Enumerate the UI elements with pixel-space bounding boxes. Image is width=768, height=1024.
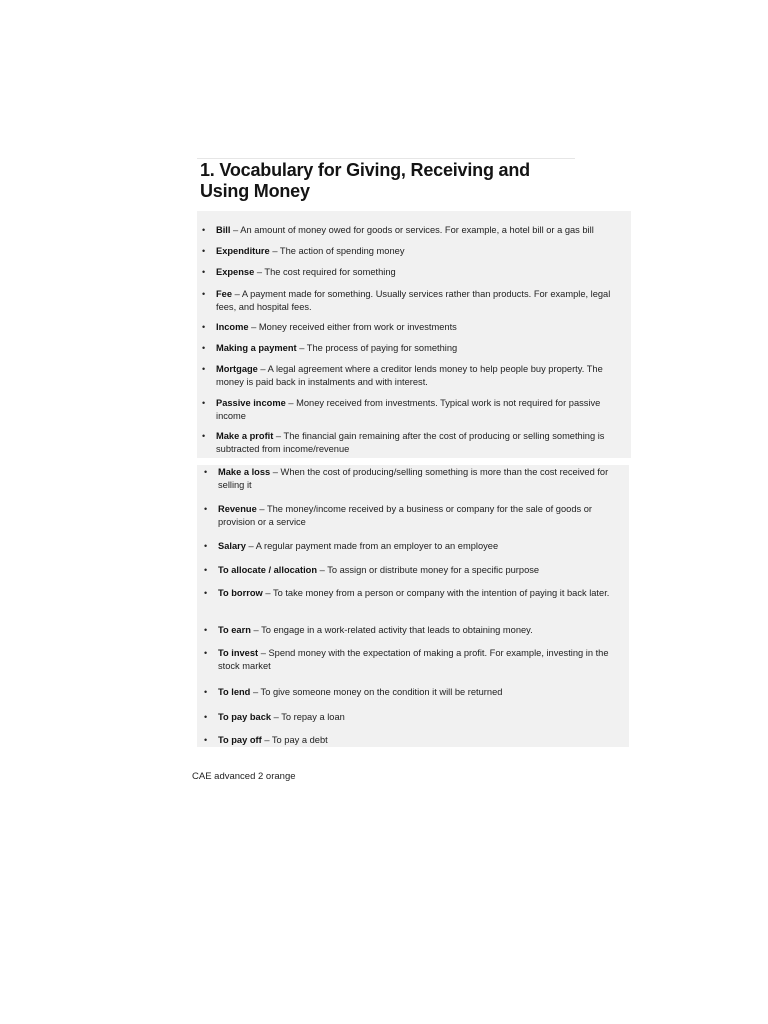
vocab-item — [202, 224, 622, 237]
vocab-entry — [218, 624, 620, 637]
vocab-item — [202, 266, 622, 279]
term-separator: – — [285, 398, 297, 408]
vocab-term: To borrow — [218, 588, 263, 598]
vocab-item — [204, 711, 620, 724]
vocab-item — [204, 686, 620, 699]
vocab-definition: The money/income received by a business or company for the sale of goods or provision or a service — [218, 504, 592, 527]
vocab-item — [204, 587, 620, 600]
vocab-item — [202, 363, 622, 389]
term-separator: – — [271, 712, 282, 722]
vocab-item — [202, 321, 622, 334]
vocab-entry — [216, 430, 622, 456]
vocab-definition: When the cost of producing/selling something is more than the cost received for selling it — [218, 467, 609, 490]
term-separator: – — [273, 431, 284, 441]
vocab-definition: To engage in a work-related activity that leads to obtaining money. — [261, 625, 533, 635]
vocab-term: Make a loss — [218, 467, 271, 477]
bullet-icon: • — [202, 225, 206, 235]
bullet-icon: • — [202, 398, 206, 408]
term-separator: – — [232, 289, 242, 299]
panel-gap — [197, 459, 631, 464]
vocab-item — [204, 466, 620, 492]
term-separator: – — [296, 343, 307, 353]
bullet-icon: • — [202, 267, 206, 277]
vocab-item — [204, 564, 620, 577]
bullet-icon: • — [202, 322, 206, 332]
bullet-icon: • — [202, 343, 206, 353]
term-separator: – — [230, 225, 241, 235]
term-separator: – — [261, 735, 272, 745]
title-divider — [197, 158, 575, 159]
vocab-term: Bill — [216, 225, 231, 235]
vocab-definition: Money received from investments. Typical work is not required for passive income — [216, 398, 601, 421]
bullet-icon: • — [204, 588, 208, 598]
bullet-icon: • — [204, 735, 208, 745]
bullet-icon: • — [204, 541, 208, 551]
term-separator: – — [270, 467, 281, 477]
page-title: 1. Vocabulary for Giving, Receiving and Using Money — [200, 160, 530, 201]
bullet-icon: • — [204, 625, 208, 635]
footer-caption: CAE advanced 2 orange — [192, 771, 296, 782]
vocab-item — [204, 647, 620, 673]
vocab-definition: The cost required for something — [264, 267, 396, 277]
vocab-term: To pay back — [218, 712, 272, 722]
bullet-icon: • — [204, 565, 208, 575]
vocab-term: Passive income — [216, 398, 286, 408]
vocab-term: Revenue — [218, 504, 257, 514]
term-separator: – — [262, 588, 273, 598]
bullet-icon: • — [202, 364, 206, 374]
vocab-term: Expense — [216, 267, 255, 277]
vocab-item — [202, 342, 622, 355]
vocab-term: Expenditure — [216, 246, 270, 256]
vocab-entry — [216, 245, 622, 258]
vocab-entry — [218, 647, 620, 673]
vocab-item — [204, 540, 620, 553]
vocab-definition: A payment made for something. Usually services rather than products. For example, legal fees, and hospital fees. — [216, 289, 611, 312]
vocab-item — [202, 245, 622, 258]
vocab-term: Making a payment — [216, 343, 297, 353]
vocab-definition: The process of paying for something — [306, 343, 458, 353]
bullet-icon: • — [204, 467, 208, 477]
vocab-item — [204, 734, 620, 747]
vocab-entry — [216, 288, 622, 314]
vocab-definition: Spend money with the expectation of making a profit. For example, investing in the stock market — [218, 648, 609, 671]
bullet-icon: • — [202, 246, 206, 256]
bullet-icon: • — [202, 431, 206, 441]
bullet-icon: • — [204, 504, 208, 514]
term-separator: – — [269, 246, 280, 256]
term-separator: – — [245, 541, 256, 551]
vocab-entry — [216, 363, 622, 389]
vocab-item — [204, 503, 620, 529]
vocab-item — [202, 430, 622, 456]
vocab-definition: An amount of money owed for goods or services. For example, a hotel bill or a gas bill — [240, 225, 594, 235]
term-separator: – — [248, 322, 259, 332]
vocab-entry — [216, 224, 622, 237]
bullet-icon: • — [204, 648, 208, 658]
vocab-item — [204, 624, 620, 637]
vocab-entry — [218, 734, 620, 747]
vocab-item — [202, 397, 622, 423]
vocab-entry — [218, 503, 620, 529]
vocab-entry — [216, 397, 622, 423]
vocab-definition: To give someone money on the condition it will be returned — [260, 687, 503, 697]
vocab-term: To allocate / allocation — [218, 565, 318, 575]
vocab-definition: A legal agreement where a creditor lends money to help people buy property. The money is paid back in instalments and with interest. — [216, 364, 603, 387]
vocab-term: Mortgage — [216, 364, 258, 374]
vocab-entry — [218, 466, 620, 492]
vocab-entry — [218, 587, 620, 600]
vocab-definition: To repay a loan — [281, 712, 345, 722]
vocab-term: Income — [216, 322, 249, 332]
term-separator: – — [254, 267, 265, 277]
vocab-entry — [216, 321, 622, 334]
vocab-definition: Money received either from work or investments — [258, 322, 457, 332]
vocab-definition: To pay a debt — [271, 735, 328, 745]
vocab-entry — [218, 711, 620, 724]
vocab-definition: The financial gain remaining after the cost of producing or selling something is subtracted from income/revenue — [216, 431, 605, 454]
vocab-entry — [218, 564, 620, 577]
vocab-entry — [218, 686, 620, 699]
vocab-item — [202, 288, 622, 314]
vocab-term: To earn — [218, 625, 251, 635]
vocab-definition: To take money from a person or company with the intention of paying it back later. — [272, 588, 610, 598]
term-separator: – — [256, 504, 267, 514]
bullet-icon: • — [204, 687, 208, 697]
term-separator: – — [257, 364, 268, 374]
vocab-definition: The action of spending money — [279, 246, 405, 256]
vocab-entry — [216, 266, 622, 279]
term-separator: – — [250, 625, 262, 635]
bullet-icon: • — [202, 289, 206, 299]
vocab-definition: A regular payment made from an employer to an employee — [255, 541, 499, 551]
vocab-term: To lend — [218, 687, 251, 697]
vocab-term: Make a profit — [216, 431, 274, 441]
term-separator: – — [317, 565, 328, 575]
term-separator: – — [250, 687, 261, 697]
bullet-icon: • — [204, 712, 208, 722]
vocab-entry — [216, 342, 622, 355]
vocab-entry — [218, 540, 620, 553]
vocab-term: Fee — [216, 289, 233, 299]
term-separator: – — [258, 648, 269, 658]
vocab-definition: To assign or distribute money for a specific purpose — [327, 565, 540, 575]
vocab-term: Salary — [218, 541, 246, 551]
vocab-term: To invest — [218, 648, 259, 658]
vocab-term: To pay off — [218, 735, 262, 745]
